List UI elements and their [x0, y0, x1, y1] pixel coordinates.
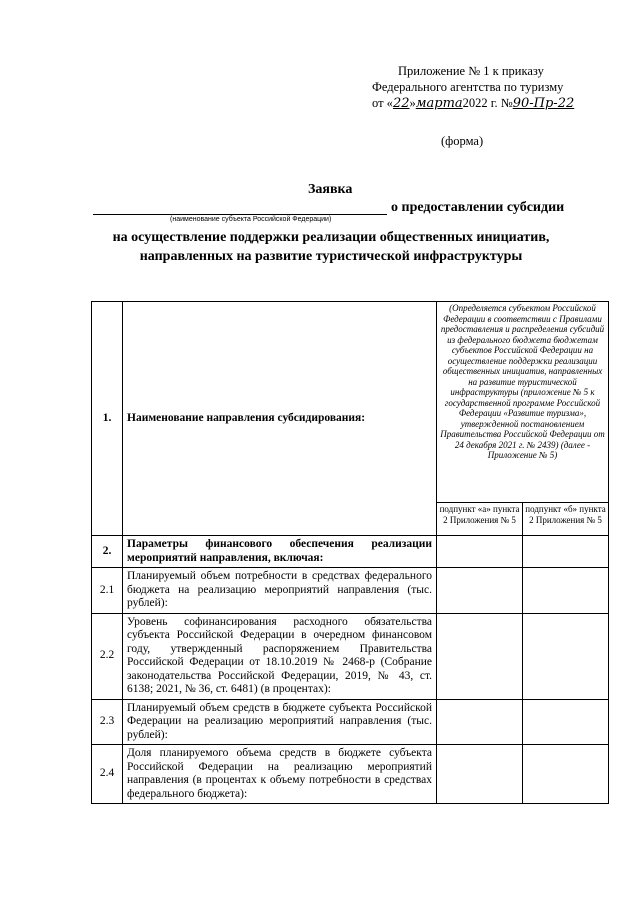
value-cell[interactable] — [523, 568, 609, 614]
date-year: 2022 г. № — [462, 96, 513, 110]
value-cell[interactable] — [437, 568, 523, 614]
subject-name-hint: (наименование субъекта Российской Федерации) — [170, 216, 332, 223]
row-label: Параметры финансового обеспечения реализации мероприятий направления, включая: — [123, 536, 437, 568]
row-label: Уровень софинансирования расходного обязательства субъекта Российской Федерации в очередном финансовом году, утвержденный распоряжением Правительства Российской Федерации от 18.10.2019 № 2468-р (Собрание законодательства Российской Федерации, 2019, № 43, ст. 6138; 2021, № 36, ст. 6481) (в процентах): — [123, 613, 437, 699]
form-label: (форма) — [441, 134, 484, 148]
date-mid: » — [409, 96, 416, 110]
table-row — [92, 745, 609, 804]
annex-line-2: Федерального агентства по туризму — [372, 80, 564, 94]
direction-note: (Определяется субъектом Российской Федерации в соответствии с Правилами предоставления и распределения субсидий из федерального бюджета бюджетам субъектов Российской Федерации на осуществление поддержки реализации общественных инициатив, направленных на развитие туристической инфраструктуры (приложение № 5 к государственной программе Российской Федерации «Развитие туризма», утвержденной постановлением Правительства Российской Федерации от 24 декабря 2021 г. № 2439) (далее - Приложение № 5) — [437, 302, 609, 503]
value-cell[interactable] — [523, 613, 609, 699]
value-cell[interactable] — [437, 699, 523, 745]
row-number: 2.2 — [92, 613, 123, 699]
value-cell[interactable] — [523, 536, 609, 568]
row-label: Доля планируемого объема средств в бюджете субъекта Российской Федерации на реализацию мероприятий направления (в процентах к объему потребности в средствах федерального бюджета): — [123, 745, 437, 804]
order-number: 90-Пр-22 — [512, 96, 575, 111]
row-number: 1. — [92, 302, 123, 536]
value-cell[interactable] — [523, 745, 609, 804]
row-label: Наименование направления субсидирования: — [123, 302, 437, 536]
date-month: марта — [415, 96, 463, 111]
value-cell[interactable] — [523, 699, 609, 745]
application-table — [91, 301, 609, 804]
table-row — [92, 536, 609, 568]
table-row — [92, 613, 609, 699]
value-cell[interactable] — [437, 613, 523, 699]
row-number: 2.1 — [92, 568, 123, 614]
document-heading: на осуществление поддержки реализации общественных инициатив, направленных на развитие туристической инфраструктуры — [112, 230, 550, 264]
page-title: Заявка — [308, 182, 353, 197]
subpoint-b: подпункт «б» пункта 2 Приложения № 5 — [523, 503, 609, 536]
subject-name-line — [93, 214, 387, 215]
annex-line-1: Приложение № 1 к приказу — [398, 64, 544, 78]
row-label: Планируемый объем средств в бюджете субъекта Российской Федерации на реализацию мероприятий направления (тыс. рублей): — [123, 699, 437, 745]
row-number: 2.3 — [92, 699, 123, 745]
value-cell[interactable] — [437, 536, 523, 568]
subsidy-text: о предоставлении субсидии — [391, 200, 565, 215]
date-day: 22 — [392, 96, 410, 111]
row-number: 2.4 — [92, 745, 123, 804]
annex-header — [372, 63, 574, 112]
row-label: Планируемый объем потребности в средствах федерального бюджета на реализацию мероприятий направления (тыс. рублей): — [123, 568, 437, 614]
row-number: 2. — [92, 536, 123, 568]
table-row — [92, 699, 609, 745]
date-prefix: от « — [372, 96, 393, 110]
table-row — [92, 568, 609, 614]
table-row — [92, 302, 609, 503]
annex-date-line — [372, 95, 574, 112]
subpoint-a: подпункт «а» пункта 2 Приложения № 5 — [437, 503, 523, 536]
value-cell[interactable] — [437, 745, 523, 804]
